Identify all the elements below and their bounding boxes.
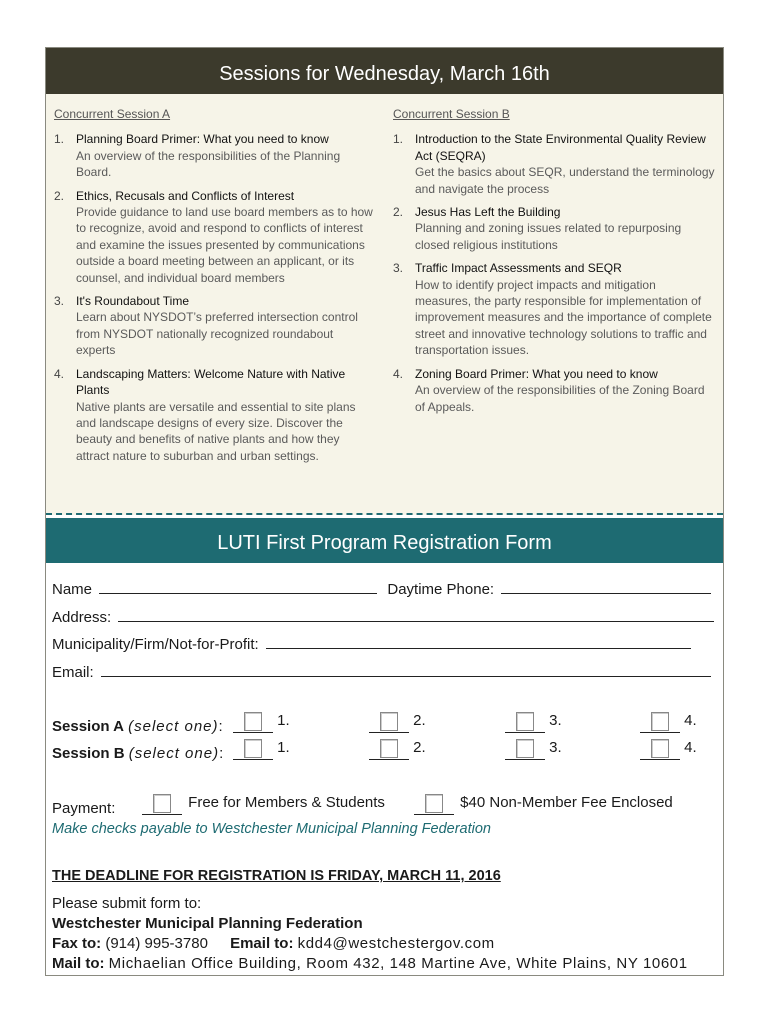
- mail-row: [52, 955, 688, 972]
- municipality-label: Municipality/Firm/Not-for-Profit:: [52, 636, 259, 653]
- payment-option-free[interactable]: [142, 794, 385, 815]
- checkbox[interactable]: [651, 739, 669, 758]
- phone-field[interactable]: [501, 581, 711, 594]
- option-label: $40 Non-Member Fee Enclosed: [460, 794, 673, 811]
- item-title: Traffic Impact Assessments and SEQR: [415, 261, 622, 276]
- session-b-heading: Concurrent Session B: [393, 107, 510, 121]
- check-slot[interactable]: [414, 794, 454, 815]
- item-title: Landscaping Matters: Welcome Nature with Native Plants: [76, 366, 346, 398]
- session-b-option[interactable]: [369, 739, 426, 760]
- address-field[interactable]: [118, 609, 714, 622]
- check-slot[interactable]: [640, 712, 680, 733]
- payment-row: [52, 800, 115, 817]
- fax-value: (914) 995-3780: [105, 935, 208, 952]
- checkbox[interactable]: [651, 712, 669, 731]
- mail-value: Michaelian Office Building, Room 432, 148 Martine Ave, White Plains, NY 10601: [108, 955, 688, 972]
- municipality-row: [52, 636, 691, 653]
- check-slot[interactable]: [369, 739, 409, 760]
- session-a-option[interactable]: [369, 712, 426, 733]
- organization-name: Westchester Municipal Planning Federation: [52, 915, 363, 932]
- session-b-item: [393, 366, 715, 415]
- session-a-option[interactable]: [640, 712, 697, 733]
- option-label: 2.: [413, 712, 426, 729]
- item-number: 4.: [54, 366, 65, 381]
- checkbox[interactable]: [153, 794, 171, 813]
- select-one-hint: (select one): [128, 718, 219, 735]
- check-slot[interactable]: [369, 712, 409, 733]
- checkbox[interactable]: [425, 794, 443, 813]
- checkbox[interactable]: [516, 739, 534, 758]
- item-number: 1.: [54, 132, 65, 147]
- check-slot[interactable]: [233, 712, 273, 733]
- email-to-label: Email to:: [230, 935, 294, 952]
- check-slot[interactable]: [142, 794, 182, 815]
- option-label: 4.: [684, 712, 697, 729]
- session-b-item: [393, 260, 715, 358]
- payment-label: Payment:: [52, 800, 116, 817]
- session-b-item: [393, 131, 715, 197]
- option-label: 3.: [549, 739, 562, 756]
- phone-label: Daytime Phone:: [387, 581, 495, 598]
- name-phone-row: [52, 581, 711, 598]
- checks-note: Make checks payable to Westchester Municipal Planning Federation: [52, 821, 491, 837]
- deadline-notice: THE DEADLINE FOR REGISTRATION IS FRIDAY, MARCH 11, 2016: [52, 868, 501, 884]
- item-description: How to identify project impacts and mitigation measures, the party responsible for implementation of improvement measures and the importance of complete street and innovative technology solutions to traffic and transportation issues.: [415, 277, 712, 358]
- item-description: Learn about NYSDOT’s preferred intersection control from NYSDOT nationally recognized roundabout experts: [76, 310, 358, 358]
- item-number: 3.: [393, 261, 404, 276]
- flyer-frame: [45, 47, 724, 976]
- check-slot[interactable]: [233, 739, 273, 760]
- address-label: Address:: [52, 609, 112, 626]
- item-description: Get the basics about SEQR, understand the terminology and navigate the process: [415, 165, 715, 196]
- session-a-option[interactable]: [233, 712, 290, 733]
- item-number: 2.: [54, 188, 65, 203]
- option-label: Free for Members & Students: [188, 794, 385, 811]
- email-field[interactable]: [101, 664, 711, 677]
- session-a-item: [54, 366, 374, 464]
- session-a-column: [54, 106, 374, 471]
- option-label: 4.: [684, 739, 697, 756]
- session-b-option[interactable]: [505, 739, 562, 760]
- item-description: An overview of the responsibilities of the Planning Board.: [76, 148, 341, 180]
- option-label: 1.: [277, 712, 290, 729]
- fax-label: Fax to:: [52, 935, 102, 952]
- item-description: Planning and zoning issues related to repurposing closed religious institutions: [415, 221, 682, 252]
- option-label: 3.: [549, 712, 562, 729]
- email-row: [52, 664, 711, 681]
- payment-option-fee[interactable]: [414, 794, 673, 815]
- form-title: LUTI First Program Registration Form: [217, 532, 552, 554]
- session-b-label: Session B: [52, 745, 125, 762]
- session-a-item: [54, 131, 374, 180]
- item-title: Jesus Has Left the Building: [415, 205, 561, 220]
- item-description: An overview of the responsibilities of the Zoning Board of Appeals.: [415, 383, 705, 414]
- item-title: Zoning Board Primer: What you need to know: [415, 366, 658, 381]
- item-title: Introduction to the State Environmental Quality Review Act (SEQRA): [415, 132, 706, 163]
- dashed-divider: [46, 513, 723, 515]
- session-a-item: [54, 293, 374, 359]
- session-b-column: [393, 106, 715, 422]
- address-row: [52, 609, 714, 626]
- checkbox[interactable]: [380, 712, 398, 731]
- session-a-row: [52, 718, 223, 735]
- sessions-title: Sessions for Wednesday, March 16th: [219, 63, 550, 85]
- fax-email-row: [52, 935, 495, 952]
- email-to-value[interactable]: kdd4@westchestergov.com: [297, 935, 495, 952]
- item-number: 1.: [393, 132, 404, 147]
- sessions-header: [46, 48, 723, 94]
- item-title: It's Roundabout Time: [76, 294, 190, 309]
- session-b-option[interactable]: [233, 739, 290, 760]
- name-label: Name: [52, 581, 93, 598]
- option-label: 1.: [277, 739, 290, 756]
- item-description: Native plants are versatile and essential to site plans and landscape designs of every size. Discover the beauty and benefits of native plants and how they attract nature to suburban and urban settings.: [76, 399, 356, 463]
- checkbox[interactable]: [380, 739, 398, 758]
- item-number: 3.: [54, 294, 65, 309]
- checkbox[interactable]: [516, 712, 534, 731]
- municipality-field[interactable]: [266, 636, 691, 649]
- item-number: 4.: [393, 366, 404, 381]
- sessions-area: [46, 94, 723, 515]
- item-number: 2.: [393, 205, 404, 220]
- session-b-row: [52, 745, 223, 762]
- item-title: Planning Board Primer: What you need to know: [76, 132, 329, 147]
- option-label: 2.: [413, 739, 426, 756]
- session-a-option[interactable]: [505, 712, 562, 733]
- session-b-item: [393, 204, 715, 253]
- check-slot[interactable]: [505, 739, 545, 760]
- item-description: Provide guidance to land use board members as to how to recognize, avoid and respond to conflicts of interest and examine the issues presented by communications outside a board meeting between an applicant, or its counsel, and individual board members: [76, 205, 373, 285]
- session-b-option[interactable]: [640, 739, 697, 760]
- select-one-hint: (select one): [128, 745, 220, 762]
- email-label: Email:: [52, 664, 94, 681]
- check-slot[interactable]: [640, 739, 680, 760]
- colon: :: [219, 745, 224, 762]
- session-a-item: [54, 188, 374, 286]
- form-header: [46, 518, 723, 563]
- session-a-heading: Concurrent Session A: [54, 107, 171, 121]
- checkbox[interactable]: [244, 712, 262, 731]
- session-a-label: Session A: [52, 718, 124, 735]
- item-title: Ethics, Recusals and Conflicts of Interest: [76, 188, 295, 203]
- mail-label: Mail to:: [52, 955, 105, 972]
- colon: :: [218, 718, 223, 735]
- checkbox[interactable]: [244, 739, 262, 758]
- name-field[interactable]: [99, 581, 377, 594]
- check-slot[interactable]: [505, 712, 545, 733]
- submit-intro: Please submit form to:: [52, 895, 202, 912]
